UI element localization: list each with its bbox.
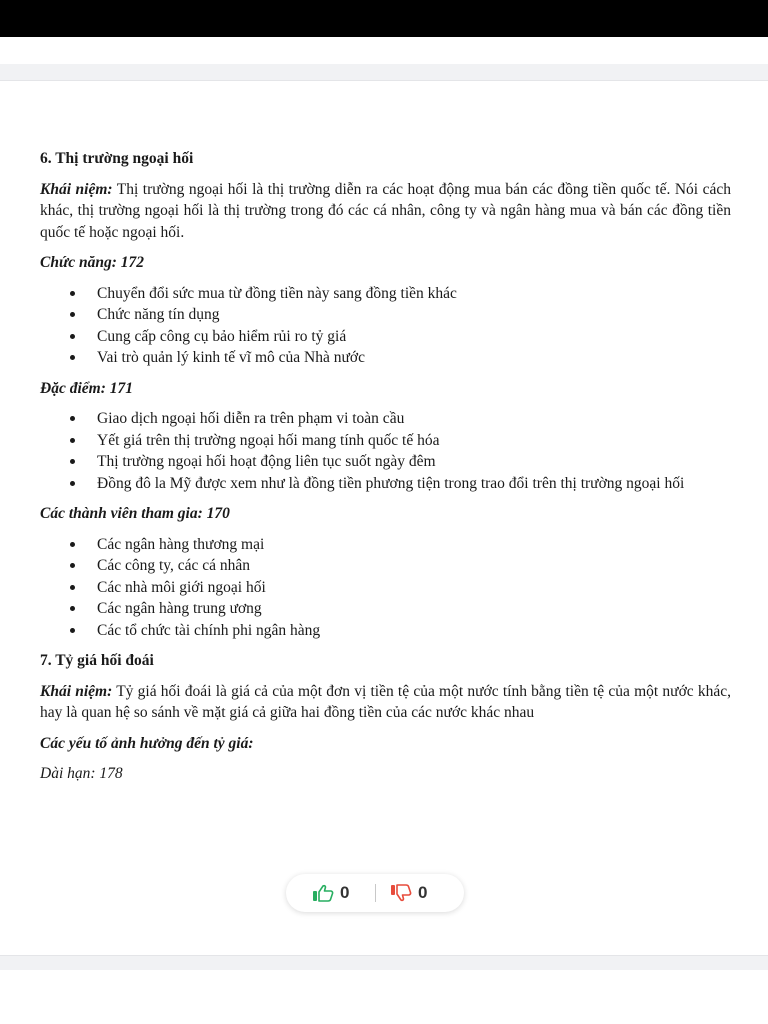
concept-label: Khái niệm: <box>40 682 113 700</box>
reaction-divider <box>375 884 376 902</box>
top-black-bar <box>0 0 768 37</box>
dislike-button[interactable] <box>390 874 427 912</box>
list-item: Các tổ chức tài chính phi ngân hàng <box>40 620 731 642</box>
list-item: Các nhà môi giới ngoại hối <box>40 577 731 599</box>
concept-text: Thị trường ngoại hối là thị trường diễn ra các hoạt động mua bán các đồng tiền quốc tế. Nói cách khác, thị trường ngoại hối là thị trường trong đó các cá nhân, công ty và ngân hàng mua và bán các đồng tiền quốc tế hoặc ngoại hối. <box>40 180 731 241</box>
section-7-title: 7. Tỷ giá hối đoái <box>40 652 154 669</box>
concept-text: Tỷ giá hối đoái là giá cả của một đơn vị tiền tệ của một nước tính bằng tiền tệ của một nước khác, hay là quan hệ so sánh về mặt giá cả giữa hai đồng tiền của các nước khác nhau <box>40 682 731 721</box>
section-6-concept <box>40 179 731 244</box>
participants-list <box>40 534 731 642</box>
like-button[interactable] <box>312 874 349 912</box>
long-term-label: Dài hạn: 178 <box>40 765 123 782</box>
functions-list <box>40 283 731 369</box>
list-item: Cung cấp công cụ bảo hiểm rủi ro tỷ giá <box>40 326 731 348</box>
list-item: Giao dịch ngoại hối diễn ra trên phạm vi toàn cầu <box>40 408 731 430</box>
list-item: Các ngân hàng thương mại <box>40 534 731 556</box>
features-heading: Đặc điểm: 171 <box>40 379 133 397</box>
list-item: Vai trò quản lý kinh tế vĩ mô của Nhà nước <box>40 347 731 369</box>
participants-heading: Các thành viên tham gia: 170 <box>40 505 230 522</box>
list-item: Đồng đô la Mỹ được xem như là đồng tiền phương tiện trong trao đổi trên thị trường ngoại hối <box>40 473 731 495</box>
thumbs-down-icon <box>390 884 412 902</box>
article-content <box>40 148 731 785</box>
thumbs-up-icon <box>312 884 334 902</box>
features-list <box>40 408 731 494</box>
list-item: Yết giá trên thị trường ngoại hối mang tính quốc tế hóa <box>40 430 731 452</box>
concept-label: Khái niệm: <box>40 180 113 198</box>
like-count: 0 <box>340 883 350 902</box>
list-item: Các công ty, các cá nhân <box>40 555 731 577</box>
list-item: Các ngân hàng trung ương <box>40 598 731 620</box>
section-6-title: 6. Thị trường ngoại hối <box>40 150 194 167</box>
list-item: Chuyển đổi sức mua từ đồng tiền này sang đồng tiền khác <box>40 283 731 305</box>
bottom-separator <box>0 955 768 970</box>
list-item: Chức năng tín dụng <box>40 304 731 326</box>
factors-heading: Các yếu tố ảnh hưởng đến tỷ giá: <box>40 734 254 752</box>
functions-heading: Chức năng: 172 <box>40 254 145 271</box>
top-separator <box>0 64 768 81</box>
list-item: Thị trường ngoại hối hoạt động liên tục suốt ngày đêm <box>40 451 731 473</box>
reaction-bar <box>286 874 464 912</box>
section-7-concept <box>40 681 731 724</box>
dislike-count: 0 <box>418 883 428 902</box>
